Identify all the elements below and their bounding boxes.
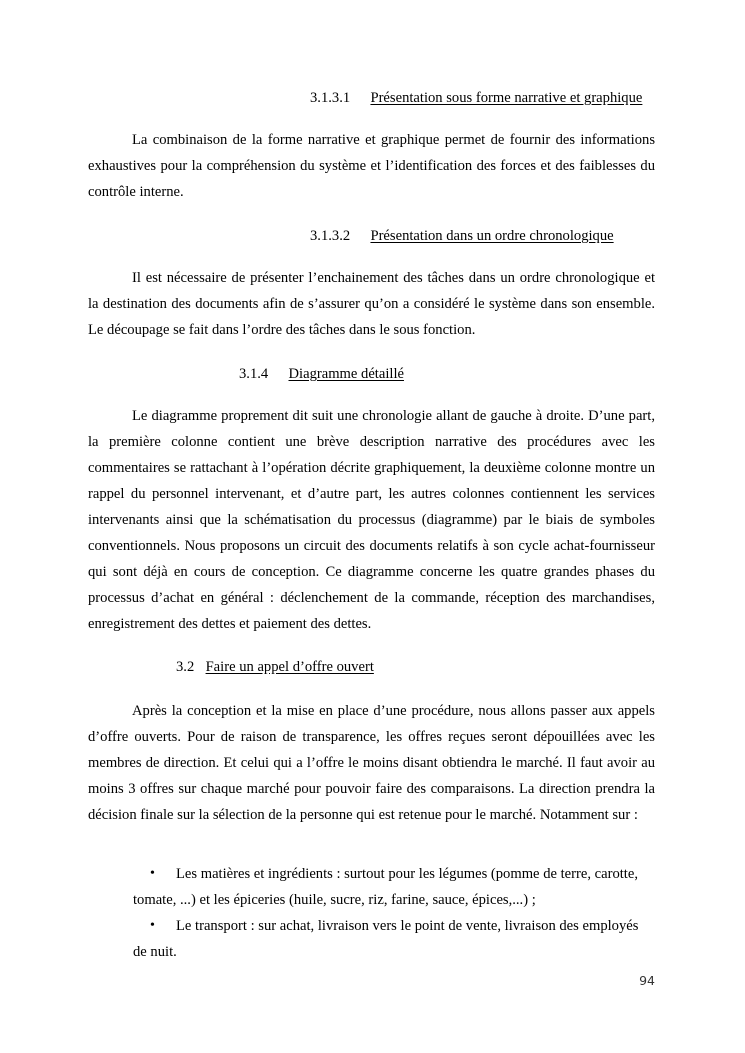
- heading-number: 3.1.3.1: [310, 90, 351, 106]
- heading-3-1-4: [239, 365, 404, 383]
- bullet-icon: •: [150, 918, 155, 933]
- paragraph-diagramme-detaille: Le diagramme proprement dit suit une chronologie allant de gauche à droite. D’une part, la première colonne contient une brève description narrative des procédures avec les commentaires se rattachant à l’opération décrite graphiquement, la deuxième colonne montre un rappel du personnel intervenant, et d’autre part, les autres colonnes contiennent les services intervenants ainsi que la schématisation du processus (diagramme) par le biais de symboles conventionnels. Nous proposons un circuit des documents relatifs à son cycle achat-fournisseur qui sont déjà en cours de conception. Ce diagramme concerne les quatre grandes phases du processus d’achat en général : déclenchement de la commande, réception des marchandises, enregistrement des dettes et paiement des dettes.: [88, 408, 655, 632]
- paragraph-ordre-chronologique: Il est nécessaire de présenter l’enchainement des tâches dans un ordre chronologique et la destination des documents afin de s’assurer qu’on a considéré le système dans son ensemble. Le découpage se fait dans l’ordre des tâches dans le sous fonction.: [88, 270, 655, 338]
- paragraph-narrative-graphique: La combinaison de la forme narrative et graphique permet de fournir des informations exhaustives pour la compréhension du système et l’identification des forces et des faiblesses du contrôle interne.: [88, 132, 655, 200]
- heading-number: 3.1.3.2: [310, 228, 351, 244]
- list-item: [133, 861, 655, 913]
- paragraph-appel-offre: Après la conception et la mise en place d’une procédure, nous allons passer aux appels d’offre ouverts. Pour de raison de transparence, les offres reçues seront dépouillées avec les membres de direction. Et celui qui a l’offre le moins disant obtiendra le marché. Il faut avoir au moins 3 offres sur chaque marché pour pouvoir faire des comparaisons. La direction prendra la décision finale sur la sélection de la personne qui est retenue pour le marché. Notamment sur :: [88, 703, 655, 823]
- bullet-list: [133, 861, 655, 965]
- heading-3-1-3-2: [310, 227, 614, 245]
- list-item: [133, 913, 655, 965]
- heading-number: 3.2: [176, 659, 195, 675]
- heading-number: 3.1.4: [239, 366, 269, 382]
- heading-title: Présentation sous forme narrative et graphique: [370, 90, 643, 106]
- page-number: 94: [639, 973, 655, 988]
- heading-3-1-3-1: [310, 89, 642, 107]
- bullet-icon: •: [150, 866, 155, 881]
- heading-title: Présentation dans un ordre chronologique: [370, 228, 614, 244]
- list-item-text: Les matières et ingrédients : surtout pour les légumes (pomme de terre, carotte, tomate, ...) et les épiceries (huile, sucre, riz, farine, sauce, épices,...) ;: [133, 866, 638, 908]
- heading-title: Diagramme détaillé: [288, 366, 404, 382]
- list-item-text: Le transport : sur achat, livraison vers le point de vente, livraison des employés de nuit.: [133, 918, 639, 960]
- heading-title: Faire un appel d’offre ouvert: [205, 659, 374, 675]
- heading-3-2: [176, 658, 374, 676]
